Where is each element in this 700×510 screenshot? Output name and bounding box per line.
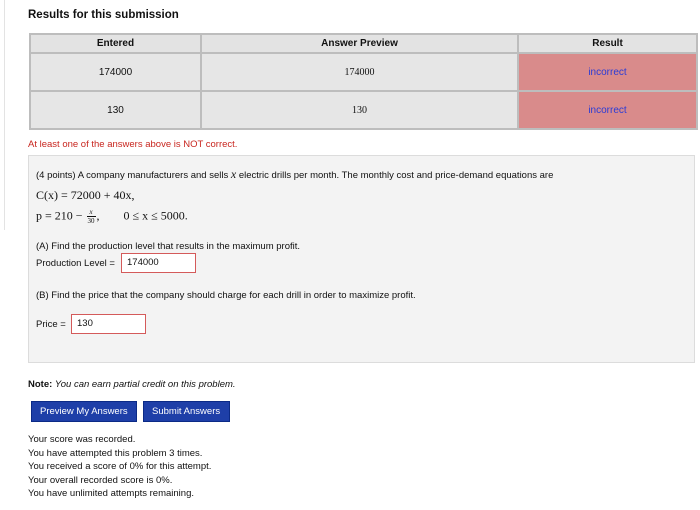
status-line: You received a score of 0% for this attempt. bbox=[28, 461, 212, 473]
partial-credit-note bbox=[28, 379, 236, 390]
cost-equation: C(x) = 72000 + 40x, bbox=[36, 188, 135, 202]
preview-answers-button[interactable]: Preview My Answers bbox=[31, 401, 137, 422]
results-heading: Results for this submission bbox=[28, 9, 179, 21]
part-b-question: (B) Find the price that the company should charge for each drill in order to maximize profit. bbox=[36, 290, 416, 301]
result-cell-incorrect: incorrect bbox=[518, 91, 697, 129]
status-line: You have attempted this problem 3 times. bbox=[28, 447, 203, 459]
problem-statement bbox=[36, 167, 553, 182]
part-a-question: (A) Find the production level that results in the maximum profit. bbox=[36, 241, 301, 252]
answer-preview-cell: 174000 bbox=[201, 53, 518, 91]
problem-text-b: electric drills per month. The monthly cost and price-demand equations are bbox=[236, 170, 554, 181]
header-answer-preview: Answer Preview bbox=[201, 34, 518, 53]
price-equation-lhs: p = 210 − bbox=[36, 208, 86, 223]
production-level-label: Production Level = bbox=[36, 258, 115, 269]
answer-preview-cell: 130 bbox=[201, 91, 518, 129]
status-line: Your overall recorded score is 0%. bbox=[28, 474, 173, 486]
submit-answers-button[interactable]: Submit Answers bbox=[143, 401, 230, 422]
problem-text-a: (4 points) A company manufacturers and sells bbox=[36, 170, 231, 181]
status-line: Your score was recorded. bbox=[28, 434, 136, 445]
status-line: You have unlimited attempts remaining. bbox=[28, 488, 194, 500]
results-header-row bbox=[30, 34, 697, 53]
note-label: Note: bbox=[28, 379, 53, 390]
entered-cell: 130 bbox=[30, 91, 201, 129]
score-status bbox=[28, 433, 211, 501]
price-demand-equation bbox=[36, 208, 188, 225]
variable-x: x bbox=[230, 167, 237, 181]
problem-panel bbox=[28, 155, 695, 363]
results-table bbox=[29, 33, 698, 130]
price-label: Price = bbox=[36, 319, 66, 330]
table-row bbox=[30, 53, 697, 91]
price-equation-comma: , bbox=[96, 208, 100, 223]
table-row bbox=[30, 91, 697, 129]
result-cell-incorrect: incorrect bbox=[518, 53, 697, 91]
price-fraction bbox=[87, 208, 96, 225]
header-result: Result bbox=[518, 34, 697, 53]
price-input[interactable]: 130 bbox=[71, 314, 146, 334]
note-text: You can earn partial credit on this problem. bbox=[54, 379, 236, 390]
left-panel-edge bbox=[0, 0, 5, 230]
production-level-input[interactable]: 174000 bbox=[121, 253, 196, 273]
price-constraint: 0 ≤ x ≤ 5000. bbox=[123, 208, 188, 223]
fraction-denominator: 30 bbox=[87, 217, 95, 225]
header-entered: Entered bbox=[30, 34, 201, 53]
fraction-numerator: x bbox=[87, 208, 96, 217]
not-correct-warning: At least one of the answers above is NOT correct. bbox=[28, 139, 238, 150]
entered-cell: 174000 bbox=[30, 53, 201, 91]
